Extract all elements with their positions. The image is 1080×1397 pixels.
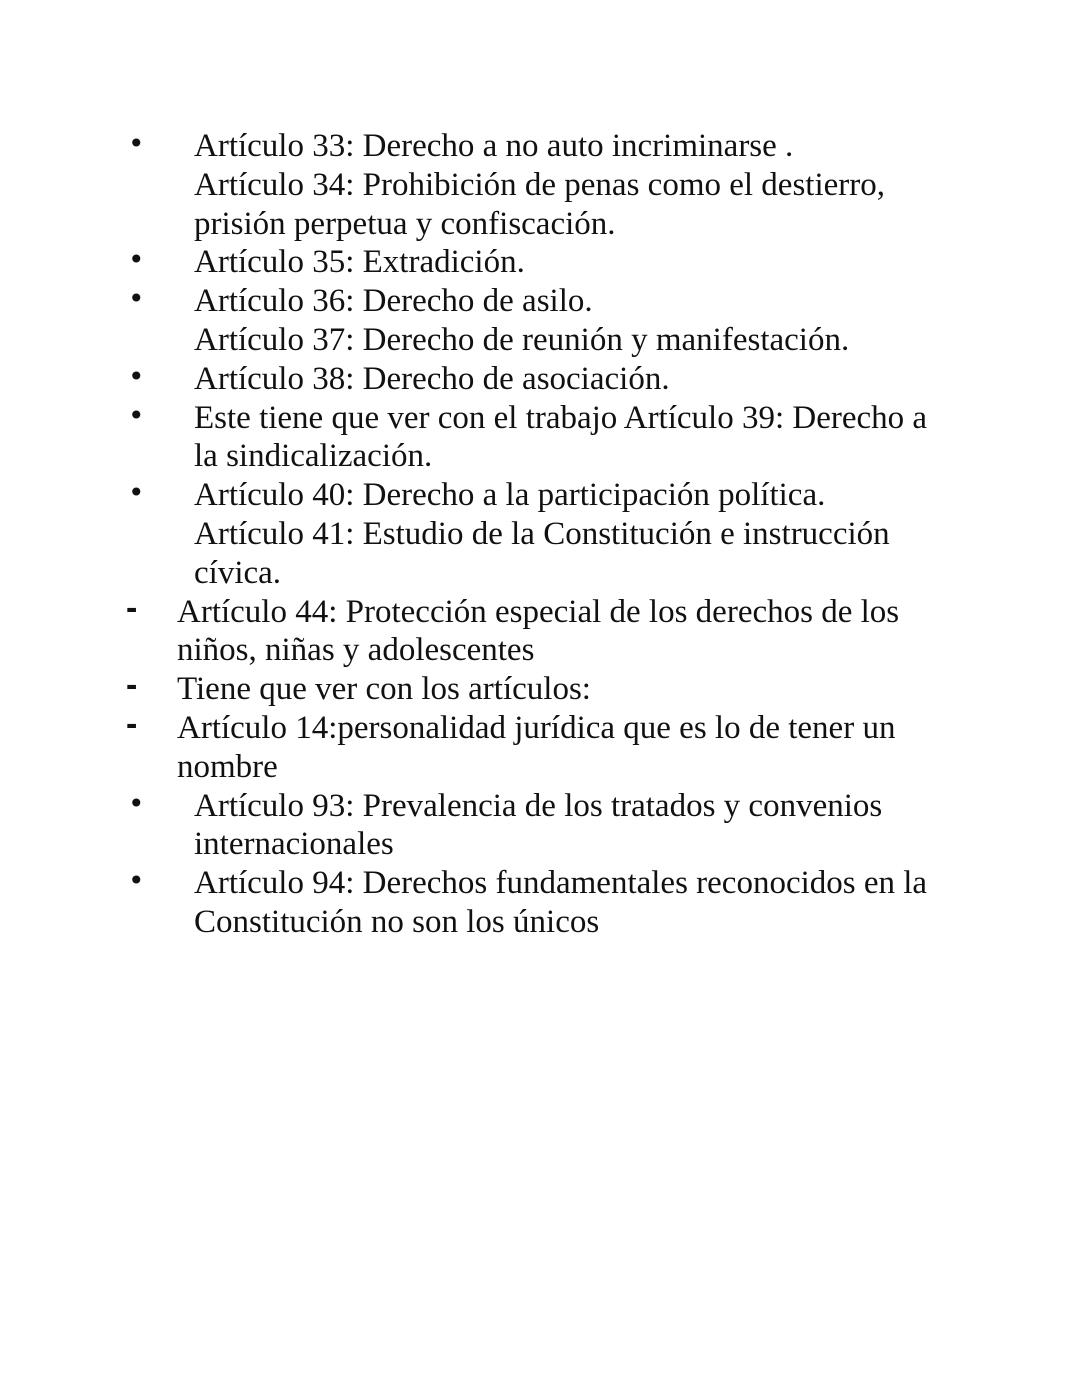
dash-marker: - <box>126 588 138 627</box>
bullet-marker: • <box>128 359 145 393</box>
list-item <box>0 360 1080 399</box>
list-item <box>0 515 1080 593</box>
article-list <box>0 127 1080 942</box>
list-item <box>0 588 1080 671</box>
list-item <box>0 704 1080 787</box>
list-item <box>0 243 1080 282</box>
bullet-marker: • <box>128 786 145 820</box>
list-item <box>0 166 1080 244</box>
list-item-text: Este tiene que ver con el trabajo Artículo 39: Derecho a la sindicalización. <box>194 399 928 475</box>
list-item-text: Artículo 36: Derecho de asilo. <box>194 283 593 320</box>
list-item <box>0 666 1080 709</box>
bullet-marker: • <box>128 282 145 316</box>
list-item-text: Artículo 34: Prohibición de penas como el destierro, prisión perpetua y confiscación. <box>194 166 886 242</box>
list-item-text: Artículo 40: Derecho a la participación política. <box>194 477 826 514</box>
list-item-text: Artículo 93: Prevalencia de los tratados y convenios internacionales <box>194 787 883 863</box>
bullet-marker: • <box>128 398 145 432</box>
list-item-text: Artículo 94: Derechos fundamentales reconocidos en la Constitución no son los únicos <box>194 865 928 940</box>
list-item-text: Artículo 37: Derecho de reunión y manifestación. <box>194 321 850 358</box>
bullet-marker: • <box>128 476 145 510</box>
list-item <box>0 127 1080 166</box>
list-item-text: Artículo 14:personalidad jurídica que es lo de tener un nombre <box>177 709 896 785</box>
list-item-text: Artículo 41: Estudio de la Constitución e instrucción cívica. <box>194 515 890 591</box>
list-item <box>0 321 1080 360</box>
list-item <box>0 282 1080 321</box>
list-item <box>0 399 1080 477</box>
list-item <box>0 787 1080 865</box>
bullet-marker: • <box>128 127 145 160</box>
bullet-marker: • <box>128 864 145 898</box>
list-item-text: Artículo 33: Derecho a no auto incriminarse . <box>194 128 794 164</box>
list-item-text: Artículo 35: Extradición. <box>194 244 525 281</box>
list-item-text: Artículo 44: Protección especial de los derechos de los niños, niñas y adolescentes <box>177 593 900 669</box>
bullet-marker: • <box>128 243 145 277</box>
list-item <box>0 864 1080 942</box>
dash-marker: - <box>126 704 138 743</box>
list-item-text: Artículo 38: Derecho de asociación. <box>194 360 670 397</box>
list-item <box>0 476 1080 515</box>
dash-marker: - <box>126 666 138 705</box>
list-item-text: Tiene que ver con los artículos: <box>177 671 591 708</box>
